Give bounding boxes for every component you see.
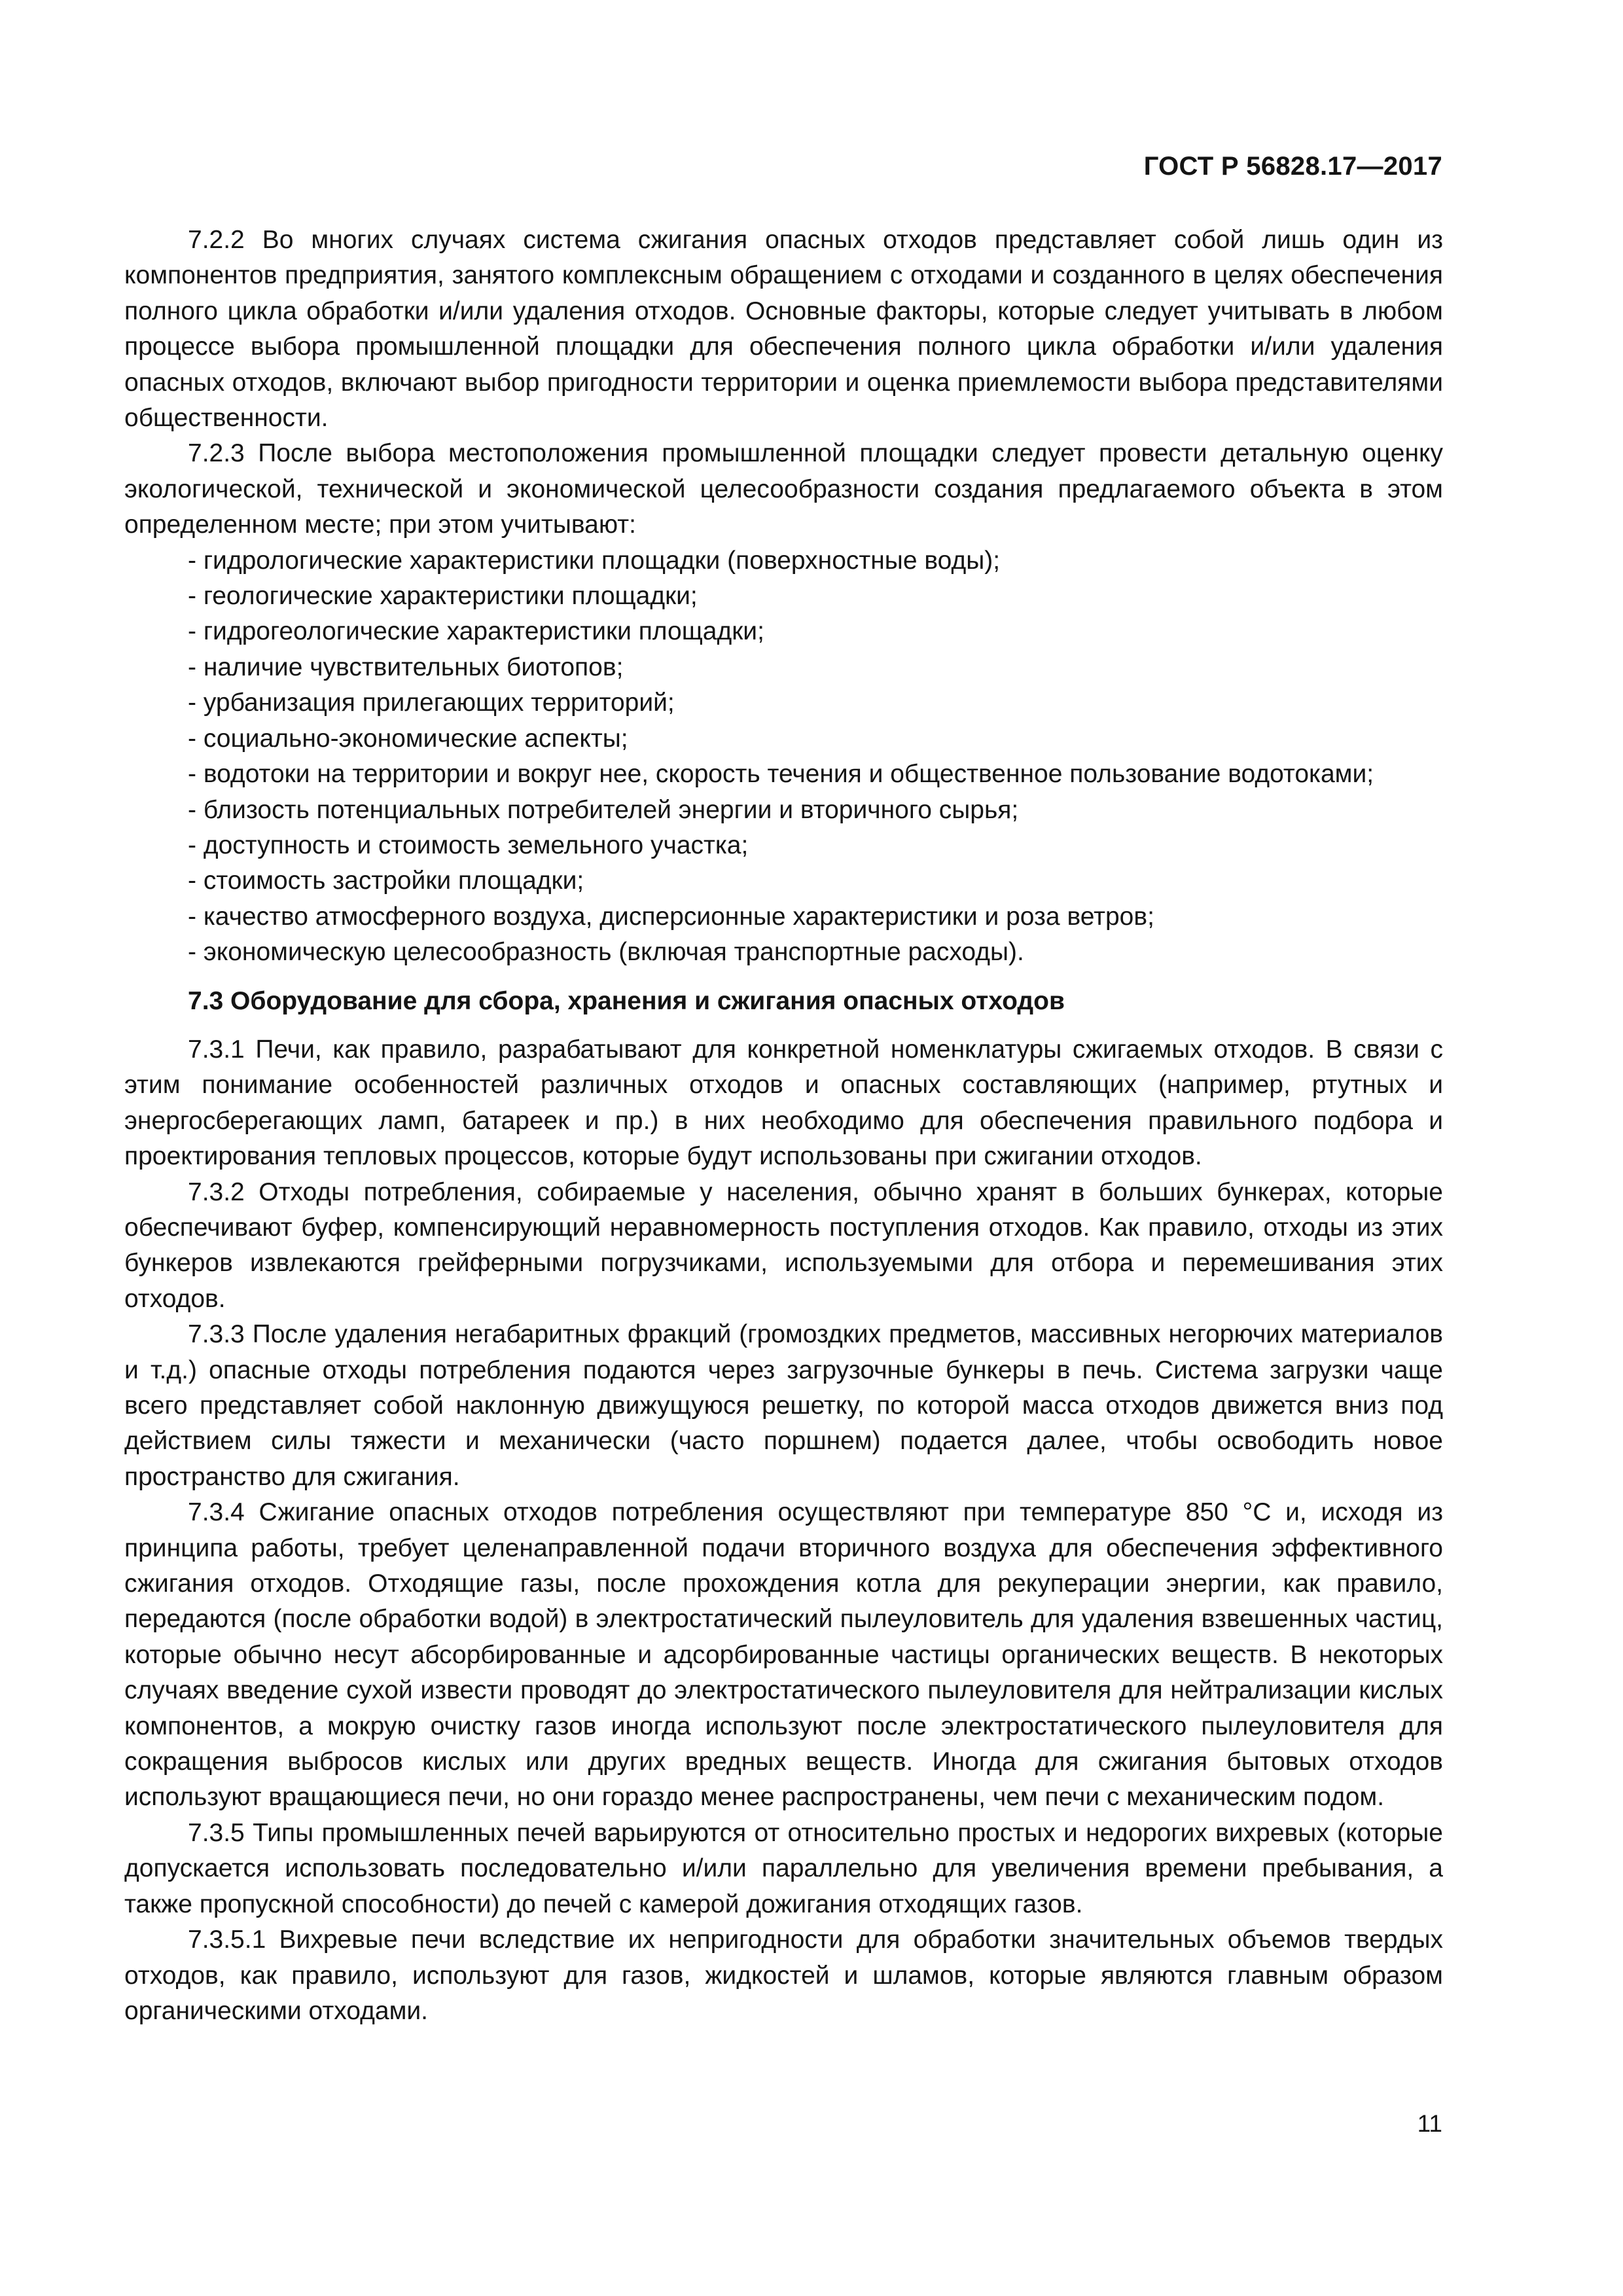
list-item: - экономическую целесообразность (включая транспортные расходы). bbox=[188, 938, 1024, 967]
section-title-7-3: 7.3 Оборудование для сбора, хранения и сжигания опасных отходов bbox=[188, 986, 1065, 1015]
list-item: - геологические характеристики площадки; bbox=[188, 582, 698, 611]
list-item: - социально-экономические аспекты; bbox=[188, 724, 628, 753]
paragraph-7-3-2: 7.3.2 Отходы потребления, собираемые у населения, обычно хранят в больших бункерах, которые обеспечивают буфер, компенсирующий неравномерность поступления отходов. Как правило, отходы из этих бункеров извлекаются грейферными погрузчиками, используемыми для отбора и перемешивания этих отходов. bbox=[124, 1177, 1443, 1313]
paragraph-7-3-5-1: 7.3.5.1 Вихревые печи вследствие их непригодности для обработки значительных объемов твердых отходов, как правило, используют для газов, жидкостей и шламов, которые являются главным образом органическими отходами. bbox=[124, 1926, 1443, 2025]
document-header: ГОСТ Р 56828.17—2017 bbox=[1143, 152, 1442, 181]
paragraph-7-3-3: 7.3.3 После удаления негабаритных фракций (громоздких предметов, массивных негорючих материалов и т.д.) опасные отходы потребления подаются через загрузочные бункеры в печь. Система загрузки чаще всего представляет собой наклонную движущуюся решетку, по которой масса отходов движется вниз под действием силы тяжести и механически (часто поршнем) подается далее, чтобы освободить новое пространство для сжигания. bbox=[124, 1320, 1443, 1491]
list-item: - наличие чувствительных биотопов; bbox=[188, 653, 624, 681]
list-item: - водотоки на территории и вокруг нее, скорость течения и общественное пользование водотоками; bbox=[188, 760, 1374, 789]
list-item: - гидрологические характеристики площадки (поверхностные воды); bbox=[188, 546, 1001, 575]
paragraph-7-3-5: 7.3.5 Типы промышленных печей варьируются от относительно простых и недорогих вихревых (которые допускается использовать последовательно и/или параллельно для увеличения времени пребывания, а также пропускной способности) до печей с камерой дожигания отходящих газов. bbox=[124, 1818, 1443, 1918]
list-item: - урбанизация прилегающих территорий; bbox=[188, 689, 675, 717]
page-number: 11 bbox=[1417, 2110, 1442, 2137]
paragraph-7-3-1: 7.3.1 Печи, как правило, разрабатывают для конкретной номенклатуры сжигаемых отходов. В связи с этим понимание особенностей различных отходов и опасных составляющих (например, ртутных и энергосберегающих ламп, батареек и пр.) в них необходимо для обеспечения правильного подбора и проектирования тепловых процессов, которые будут использованы при сжигании отходов. bbox=[124, 1035, 1443, 1171]
paragraph-7-2-3: 7.2.3 После выбора местоположения промышленной площадки следует провести детальную оценку экологической, технической и экономической целесообразности создания предлагаемого объекта в этом определенном месте; при этом учитывают: bbox=[124, 439, 1443, 539]
list-item: - стоимость застройки площадки; bbox=[188, 867, 584, 895]
list-item: - качество атмосферного воздуха, дисперсионные характеристики и роза ветров; bbox=[188, 902, 1154, 931]
list-item: - гидрогеологические характеристики площадки; bbox=[188, 617, 764, 646]
list-item: - близость потенциальных потребителей энергии и вторичного сырья; bbox=[188, 795, 1019, 824]
document-body bbox=[124, 223, 1443, 2029]
list-item: - доступность и стоимость земельного участка; bbox=[188, 831, 749, 859]
paragraph-7-3-4: 7.3.4 Сжигание опасных отходов потребления осуществляют при температуре 850 °С и, исходя из принципа работы, требует целенаправленной подачи вторичного воздуха для обеспечения эффективного сжигания отходов. Отходящие газы, после прохождения котла для рекуперации энергии, как правило, передаются (после обработки водой) в электростатический пылеуловитель для удаления взвешенных частиц, которые обычно несут абсорбированные и адсорбированные частицы органических веществ. В некоторых случаях введение сухой извести проводят до электростатического пылеуловителя для нейтрализации кислых компонентов, а мокрую очистку газов иногда используют после электростатического пылеуловителя для сокращения выбросов кислых или других вредных веществ. Иногда для сжигания бытовых отходов используют вращающиеся печи, но они гораздо менее распространены, чем печи с механическим подом. bbox=[124, 1498, 1443, 1812]
site-factors-list bbox=[124, 543, 1443, 971]
paragraph-7-2-2: 7.2.2 Во многих случаях система сжигания опасных отходов представляет собой лишь один из компонентов предприятия, занятого комплексным обращением с отходами и созданного в целях обеспечения полного цикла обработки и/или удаления отходов. Основные факторы, которые следует учитывать в любом процессе выбора промышленной площадки для обеспечения полного цикла обработки и/или удаления опасных отходов, включают выбор пригодности территории и оценка приемлемости выбора представителями общественности. bbox=[124, 226, 1443, 433]
